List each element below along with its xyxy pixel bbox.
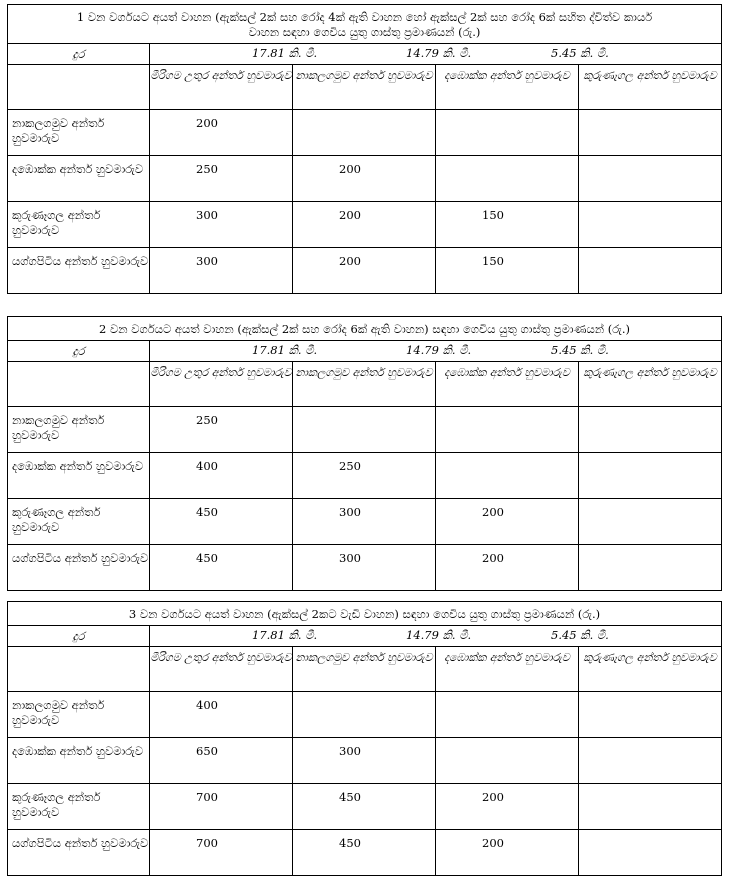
- column-header: කුරුණෑගල අන්තර් හුවමාරුව: [579, 362, 722, 407]
- table-row: [8, 545, 722, 591]
- fee-cell: [579, 692, 722, 738]
- fee-cell: [579, 499, 722, 545]
- fee-cell: 200: [436, 830, 579, 876]
- row-label: දඹොක්ක අන්තර් හුවමාරුව: [8, 156, 150, 202]
- fee-cell: [579, 453, 722, 499]
- fee-cell: 650: [150, 738, 293, 784]
- distance-row: [150, 341, 722, 362]
- table-title-line-1: 1 වන වර්ගයට අයත් වාහන (ඇක්සල් 2ක් සහ රෝද 4ක් ඇති වාහන හෝ ඇක්සල් 2ක් සහ රෝද 6ක් සහිත ද්විත්ව කාර්ය: [76, 10, 653, 24]
- fee-cell: 200: [436, 499, 579, 545]
- row-label: යග්ගපිටිය අන්තර් හුවමාරුව: [8, 545, 150, 591]
- fee-cell: [579, 202, 722, 248]
- fee-cell: 450: [150, 499, 293, 545]
- fee-cell: [579, 784, 722, 830]
- fee-cell: 450: [150, 545, 293, 591]
- table-row: [8, 692, 722, 738]
- fee-cell: 400: [150, 692, 293, 738]
- table-row: [8, 784, 722, 830]
- column-header: දඹොක්ක අන්තර් හුවමාරුව: [436, 647, 579, 692]
- table-title: [8, 602, 722, 626]
- table-row: [8, 110, 722, 156]
- fee-cell: 300: [150, 202, 293, 248]
- column-header: නාකලගමුව අන්තර් හුවමාරුව: [293, 65, 436, 110]
- fee-cell: 150: [436, 202, 579, 248]
- table-row: [8, 499, 722, 545]
- column-header: කුරුණෑගල අන්තර් හුවමාරුව: [579, 65, 722, 110]
- fee-cell: 150: [436, 248, 579, 294]
- row-label: දඹොක්ක අන්තර් හුවමාරුව: [8, 738, 150, 784]
- fee-cell: 300: [293, 738, 436, 784]
- fee-table-class-2: [7, 316, 722, 591]
- fee-cell: [293, 110, 436, 156]
- fee-cell: 200: [293, 248, 436, 294]
- fee-cell: [579, 738, 722, 784]
- column-header: මීරිගම උතුර අන්තර් හුවමාරුව: [150, 647, 293, 692]
- distance-value: 5.45 කි. මී.: [551, 628, 609, 642]
- distance-value: 5.45 කි. මී.: [551, 46, 609, 60]
- fee-cell: 300: [293, 499, 436, 545]
- column-header: දඹොක්ක අන්තර් හුවමාරුව: [436, 362, 579, 407]
- distance-label: දුර: [8, 626, 150, 647]
- fee-cell: 700: [150, 830, 293, 876]
- fee-cell: 200: [436, 784, 579, 830]
- fee-cell: [579, 248, 722, 294]
- column-header: නාකලගමුව අන්තර් හුවමාරුව: [293, 647, 436, 692]
- distance-value: 14.79 කි. මී.: [406, 343, 472, 357]
- distance-value: 5.45 කි. මී.: [551, 343, 609, 357]
- table-title: [8, 5, 722, 44]
- fee-cell: 300: [150, 248, 293, 294]
- column-header: දඹොක්ක අන්තර් හුවමාරුව: [436, 65, 579, 110]
- table-title-line-1: 2 වන වර්ගයට අයත් වාහන (ඇක්සල් 2ක් සහ රෝද 6ක් ඇති වාහන) සඳහා ගෙවිය යුතු ගාස්තු ප්‍රමාණයන් (රු.): [99, 322, 630, 336]
- fee-cell: [579, 407, 722, 453]
- row-label: යග්ගපිටිය අන්තර් හුවමාරුව: [8, 830, 150, 876]
- fee-cell: [436, 453, 579, 499]
- distance-row: [150, 44, 722, 65]
- distance-value: 17.81 කි. මී.: [252, 46, 318, 60]
- row-label: දඹොක්ක අන්තර් හුවමාරුව: [8, 453, 150, 499]
- distance-value: 14.79 කි. මී.: [406, 628, 472, 642]
- table-row: [8, 407, 722, 453]
- header-empty: [8, 362, 150, 407]
- row-label: කුරුණෑගල අන්තර් හුවමාරුව: [8, 499, 150, 545]
- fee-cell: 200: [150, 110, 293, 156]
- fee-cell: [436, 110, 579, 156]
- table-title: [8, 317, 722, 341]
- distance-value: 17.81 කි. මී.: [252, 343, 318, 357]
- fee-cell: [579, 830, 722, 876]
- header-empty: [8, 65, 150, 110]
- fee-table-class-1: [7, 4, 722, 294]
- table-row: [8, 202, 722, 248]
- table-row: [8, 453, 722, 499]
- table-row: [8, 156, 722, 202]
- fee-cell: [436, 407, 579, 453]
- fee-table-class-3: [7, 601, 722, 876]
- distance-label: දුර: [8, 341, 150, 362]
- fee-cell: 200: [436, 545, 579, 591]
- fee-cell: 250: [293, 453, 436, 499]
- fee-cell: [293, 407, 436, 453]
- table-title-line-2: වාහන සඳහා ගෙවිය යුතු ගාස්තු ප්‍රමාණයන් (රු.): [248, 25, 481, 39]
- table-row: [8, 830, 722, 876]
- fee-cell: [436, 692, 579, 738]
- column-header: කුරුණෑගල අන්තර් හුවමාරුව: [579, 647, 722, 692]
- distance-label: දුර: [8, 44, 150, 65]
- row-label: නාකලගමුව අන්තර් හුවමාරුව: [8, 692, 150, 738]
- fee-cell: [579, 545, 722, 591]
- distance-value: 17.81 කි. මී.: [252, 628, 318, 642]
- fee-cell: [579, 110, 722, 156]
- fee-cell: 200: [293, 202, 436, 248]
- distance-row: [150, 626, 722, 647]
- distance-value: 14.79 කි. මී.: [406, 46, 472, 60]
- fee-cell: [293, 692, 436, 738]
- row-label: නාකලගමුව අන්තර් හුවමාරුව: [8, 110, 150, 156]
- column-header: මීරිගම උතුර අන්තර් හුවමාරුව: [150, 65, 293, 110]
- fee-cell: 700: [150, 784, 293, 830]
- fee-cell: 200: [293, 156, 436, 202]
- fee-cell: [579, 156, 722, 202]
- fee-cell: 400: [150, 453, 293, 499]
- table-title-line-1: 3 වන වර්ගයට අයත් වාහන (ඇක්සල් 2කට වැඩි වාහන) සඳහා ගෙවිය යුතු ගාස්තු ප්‍රමාණයන් (රු.): [128, 607, 601, 621]
- fee-cell: 250: [150, 407, 293, 453]
- fee-cell: [436, 156, 579, 202]
- fee-cell: 300: [293, 545, 436, 591]
- column-header: මීරිගම උතුර අන්තර් හුවමාරුව: [150, 362, 293, 407]
- row-label: කුරුණෑගල අන්තර් හුවමාරුව: [8, 784, 150, 830]
- row-label: කුරුණෑගල අන්තර් හුවමාරුව: [8, 202, 150, 248]
- header-empty: [8, 647, 150, 692]
- fee-cell: [436, 738, 579, 784]
- row-label: නාකලගමුව අන්තර් හුවමාරුව: [8, 407, 150, 453]
- fee-cell: 450: [293, 784, 436, 830]
- row-label: යග්ගපිටිය අන්තර් හුවමාරුව: [8, 248, 150, 294]
- table-row: [8, 248, 722, 294]
- fee-cell: 450: [293, 830, 436, 876]
- column-header: නාකලගමුව අන්තර් හුවමාරුව: [293, 362, 436, 407]
- fee-cell: 250: [150, 156, 293, 202]
- table-row: [8, 738, 722, 784]
